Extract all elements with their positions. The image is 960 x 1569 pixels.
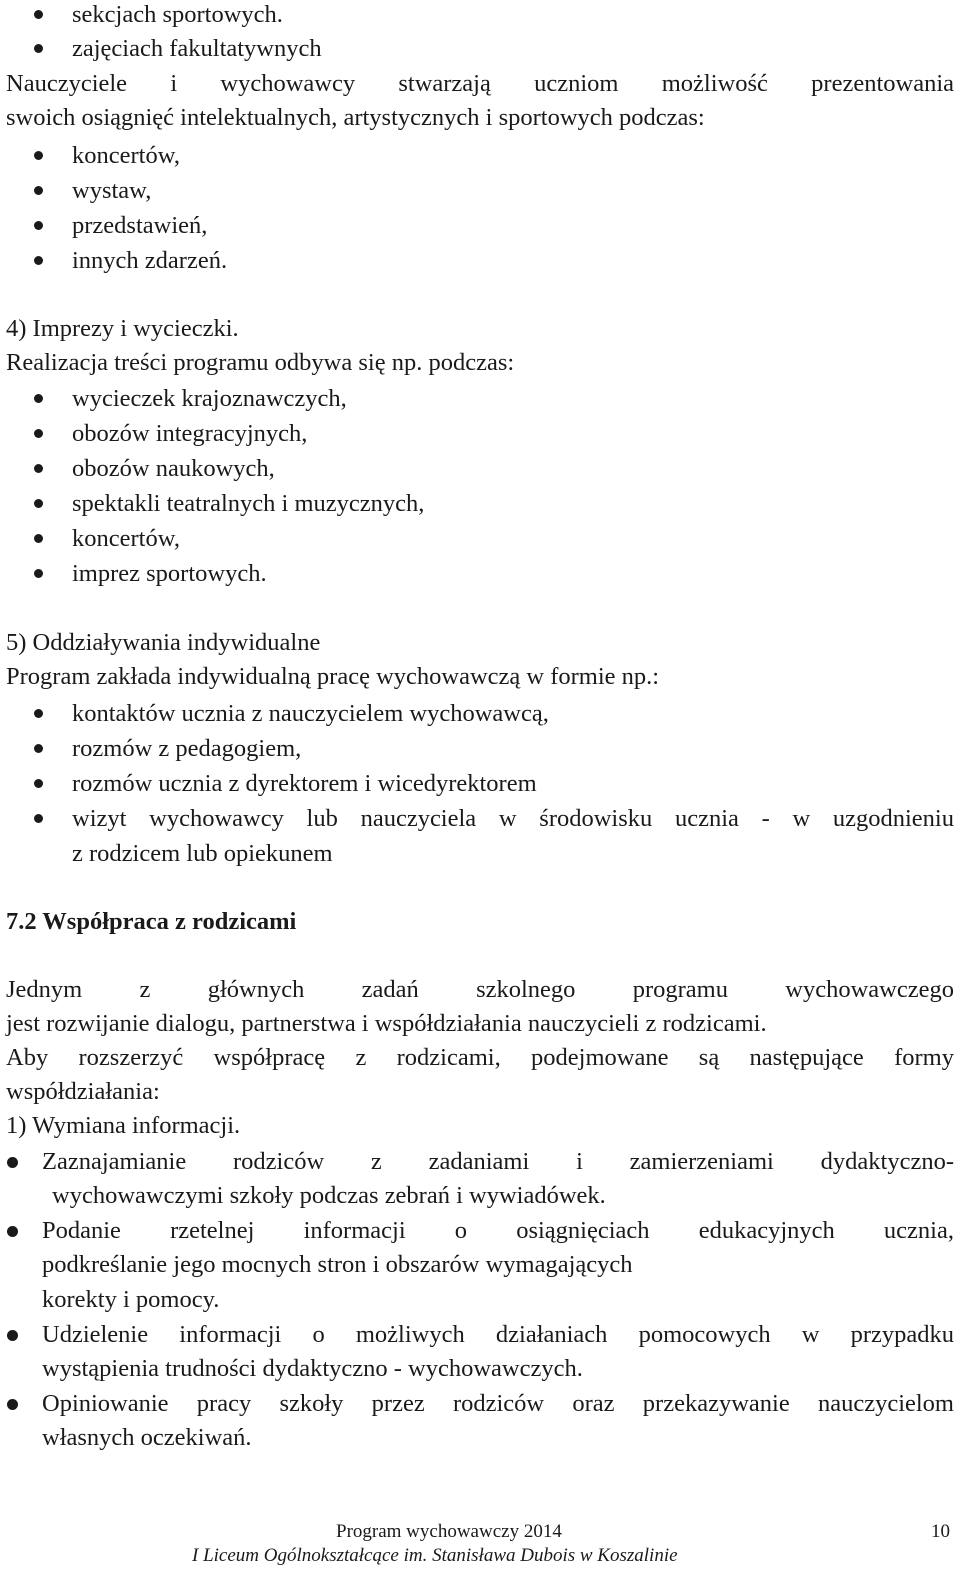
paragraph-line: Jednym z głównych zadań szkolnego programu wychowawczego — [6, 976, 954, 1003]
bullet-icon — [34, 186, 43, 195]
list-item: Zaznajamianie rodziców z zadaniami i zamierzeniami dydaktyczno- — [42, 1148, 954, 1175]
bullet-icon — [34, 10, 43, 19]
paragraph-line: Nauczyciele i wychowawcy stwarzają uczniom możliwość prezentowania — [6, 70, 954, 97]
paragraph-line: Aby rozszerzyć współpracę z rodzicami, podejmowane są następujące formy — [6, 1044, 954, 1071]
list-item-continuation: korekty i pomocy. — [42, 1286, 220, 1313]
paragraph-line: swoich osiągnięć intelektualnych, artystycznych i sportowych podczas: — [6, 104, 705, 131]
list-item: przedstawień, — [72, 212, 208, 239]
footer-school: I Liceum Ogólnokształcące im. Stanisława Dubois w Koszalinie — [192, 1545, 678, 1566]
list-item: spektakli teatralnych i muzycznych, — [72, 490, 425, 517]
paragraph-line: współdziałania: — [6, 1078, 160, 1105]
list-item: wystaw, — [72, 177, 152, 204]
bullet-icon — [7, 1399, 18, 1410]
bullet-icon — [34, 394, 43, 403]
bullet-icon — [34, 779, 43, 788]
bullet-icon — [7, 1226, 18, 1237]
bullet-icon — [34, 429, 43, 438]
paragraph-line: Realizacja treści programu odbywa się np. podczas: — [6, 349, 515, 376]
list-item: wizyt wychowawcy lub nauczyciela w środowisku ucznia - w uzgodnieniu — [72, 805, 954, 832]
section-heading-bold: 7.2 Współpraca z rodzicami — [6, 908, 297, 935]
page-number: 10 — [931, 1521, 950, 1542]
bullet-icon — [34, 569, 43, 578]
paragraph-line: jest rozwijanie dialogu, partnerstwa i współdziałania nauczycieli z rodzicami. — [6, 1010, 767, 1037]
bullet-icon — [34, 814, 43, 823]
list-item-continuation: podkreślanie jego mocnych stron i obszarów wymagających — [42, 1251, 633, 1278]
section-heading: 4) Imprezy i wycieczki. — [6, 315, 239, 342]
bullet-icon — [34, 44, 43, 53]
list-item-continuation: wystąpienia trudności dydaktyczno - wychowawczych. — [42, 1355, 583, 1382]
list-item: sekcjach sportowych. — [72, 1, 283, 28]
list-item-continuation: z rodzicem lub opiekunem — [72, 840, 333, 867]
bullet-icon — [34, 534, 43, 543]
list-item: kontaktów ucznia z nauczycielem wychowawcą, — [72, 700, 549, 727]
list-item-continuation: własnych oczekiwań. — [42, 1424, 252, 1451]
list-item: Opiniowanie pracy szkoły przez rodziców oraz przekazywanie nauczycielom — [42, 1390, 954, 1417]
bullet-icon — [34, 221, 43, 230]
bullet-icon — [34, 256, 43, 265]
list-item: Podanie rzetelnej informacji o osiągnięciach edukacyjnych ucznia, — [42, 1217, 954, 1244]
bullet-icon — [34, 499, 43, 508]
list-item: innych zdarzeń. — [72, 247, 228, 274]
bullet-icon — [7, 1157, 18, 1168]
list-item: zajęciach fakultatywnych — [72, 35, 322, 62]
bullet-icon — [34, 709, 43, 718]
footer-title: Program wychowawczy 2014 — [336, 1521, 562, 1542]
list-item-continuation: wychowawczymi szkoły podczas zebrań i wywiadówek. — [52, 1182, 606, 1209]
bullet-icon — [34, 464, 43, 473]
list-item: obozów integracyjnych, — [72, 420, 308, 447]
bullet-icon — [34, 151, 43, 160]
subsection-heading: 1) Wymiana informacji. — [6, 1112, 241, 1139]
section-heading: 5) Oddziaływania indywidualne — [6, 629, 321, 656]
list-item: imprez sportowych. — [72, 560, 267, 587]
paragraph-line: Program zakłada indywidualną pracę wychowawczą w formie np.: — [6, 663, 660, 690]
list-item: obozów naukowych, — [72, 455, 275, 482]
list-item: rozmów z pedagogiem, — [72, 735, 302, 762]
list-item: Udzielenie informacji o możliwych działaniach pomocowych w przypadku — [42, 1321, 954, 1348]
bullet-icon — [34, 744, 43, 753]
list-item: koncertów, — [72, 142, 180, 169]
list-item: koncertów, — [72, 525, 180, 552]
bullet-icon — [7, 1330, 18, 1341]
list-item: wycieczek krajoznawczych, — [72, 385, 347, 412]
list-item: rozmów ucznia z dyrektorem i wicedyrektorem — [72, 770, 537, 797]
